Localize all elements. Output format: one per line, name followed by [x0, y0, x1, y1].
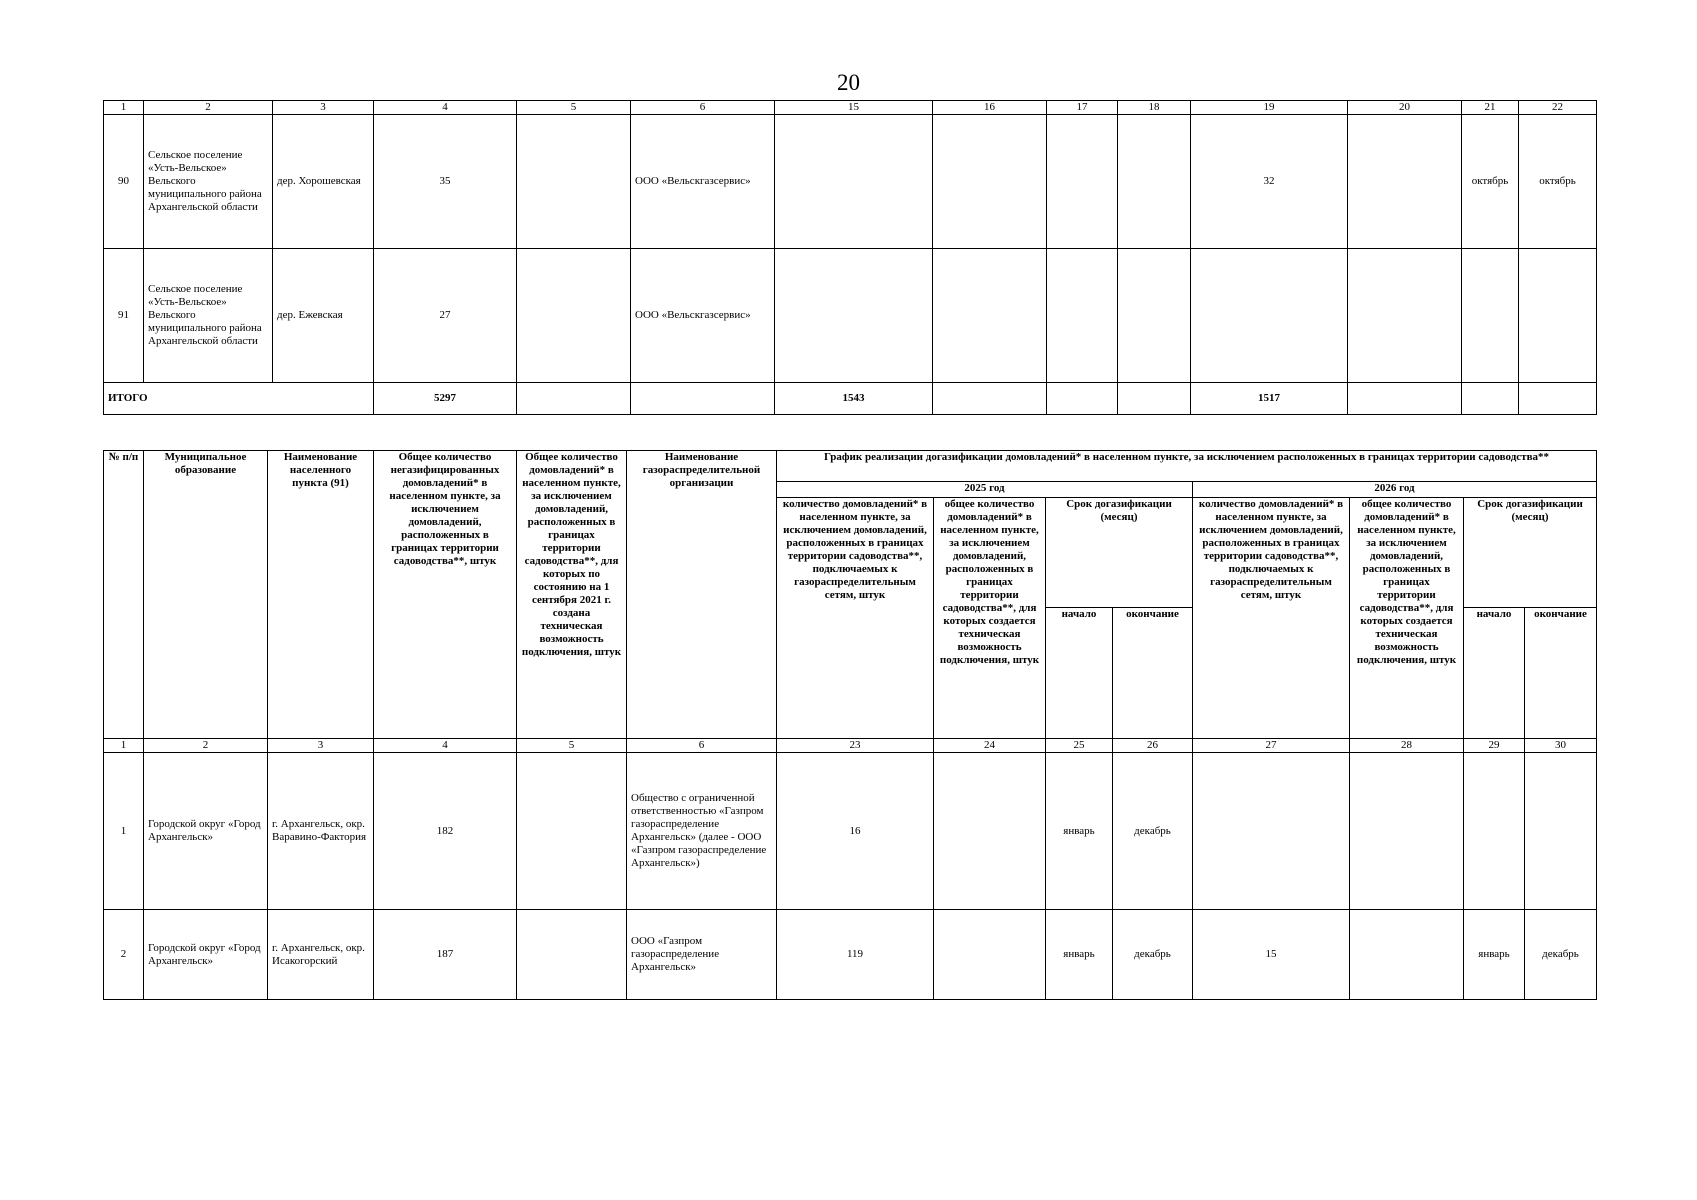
header-settlement: Наименование населенного пункта (91) [268, 451, 374, 739]
col-number: 1 [104, 101, 144, 115]
header-start: начало [1046, 608, 1113, 739]
cell-20 [1348, 383, 1462, 415]
municipality-cell: Сельское поселение «Усть-Вельское» Вельского муниципального района Архангельской области [144, 115, 273, 249]
table-row [104, 249, 1597, 383]
top-table [103, 100, 1597, 415]
header-year-2025: 2025 год [777, 482, 1193, 498]
cell-15 [775, 249, 933, 383]
col-number: 27 [1193, 739, 1350, 753]
settlement-cell: г. Архангельск, окр. Варавино-Фактория [268, 753, 374, 910]
col-number: 1 [104, 739, 144, 753]
header-end: окончание [1525, 608, 1597, 739]
col-number: 15 [775, 101, 933, 115]
header-term: Срок догазификации (месяц) [1464, 498, 1597, 608]
cell-20 [1348, 249, 1462, 383]
total-label: ИТОГО [104, 383, 374, 415]
col-number: 24 [934, 739, 1046, 753]
header-term: Срок догазификации (месяц) [1046, 498, 1193, 608]
settlement-cell: дер. Хорошевская [273, 115, 374, 249]
cell-18 [1118, 383, 1191, 415]
header-start: начало [1464, 608, 1525, 739]
row-number: 1 [104, 753, 144, 910]
header-row [104, 451, 1597, 482]
cell-17 [1047, 383, 1118, 415]
col-number: 29 [1464, 739, 1525, 753]
cell-16 [933, 383, 1047, 415]
cell-5 [517, 910, 627, 1000]
total-cell: 35 [374, 115, 517, 249]
org-cell: ООО «Вельскгазсервис» [631, 249, 775, 383]
col-number: 2 [144, 739, 268, 753]
org-cell: Общество с ограниченной ответственностью «Газпром газораспределение Архангельск» (далее - ООО «Газпром газораспределение Архангельск») [627, 753, 777, 910]
table-row [104, 115, 1597, 249]
col-number: 6 [631, 101, 775, 115]
col-number: 25 [1046, 739, 1113, 753]
row-number: 90 [104, 115, 144, 249]
cell-21 [1462, 249, 1519, 383]
col-number: 19 [1191, 101, 1348, 115]
cell-5 [517, 115, 631, 249]
cell-29: январь [1464, 910, 1525, 1000]
cell-27: 15 [1193, 910, 1350, 1000]
cell-27 [1193, 753, 1350, 910]
col-number: 21 [1462, 101, 1519, 115]
cell-23: 119 [777, 910, 934, 1000]
page-number: 20 [837, 70, 860, 95]
cell-29 [1464, 753, 1525, 910]
cell-25: январь [1046, 910, 1113, 1000]
cell-21 [1462, 383, 1519, 415]
col-number: 5 [517, 739, 627, 753]
cell-19 [1191, 249, 1348, 383]
settlement-cell: дер. Ежевская [273, 249, 374, 383]
header-org: Наименование газораспределительной организации [627, 451, 777, 739]
total-cell: 27 [374, 249, 517, 383]
header-num: № п/п [104, 451, 144, 739]
cell-5 [517, 383, 631, 415]
header-schedule: График реализации догазификации домовладений* в населенном пункте, за исключением расположенных в границах территории садоводства** [777, 451, 1597, 482]
col-number: 28 [1350, 739, 1464, 753]
total-cell: 187 [374, 910, 517, 1000]
cell-18 [1118, 249, 1191, 383]
column-number-row [104, 101, 1597, 115]
org-cell: ООО «Газпром газораспределение Архангельск» [627, 910, 777, 1000]
municipality-cell: Городской округ «Город Архангельск» [144, 910, 268, 1000]
cell-24 [934, 753, 1046, 910]
cell-26: декабрь [1113, 753, 1193, 910]
cell-5 [517, 753, 627, 910]
header-created: общее количество домовладений* в населенном пункте, за исключением домовладений, расположенных в границах территории садоводства**, для которых создается техническая возможность подключения, штук [934, 498, 1046, 739]
municipality-cell: Городской округ «Город Архангельск» [144, 753, 268, 910]
row-number: 91 [104, 249, 144, 383]
cell-28 [1350, 753, 1464, 910]
total-cell: 182 [374, 753, 517, 910]
cell-22 [1519, 383, 1597, 415]
col-number: 18 [1118, 101, 1191, 115]
cell-20 [1348, 115, 1462, 249]
cell-22: октябрь [1519, 115, 1597, 249]
total-value-4: 5297 [374, 383, 517, 415]
cell-15 [775, 115, 933, 249]
col-number: 17 [1047, 101, 1118, 115]
cell-28 [1350, 910, 1464, 1000]
col-number: 4 [374, 101, 517, 115]
header-possible: Общее количество домовладений* в населенном пункте, за исключением домовладений, расположенных в границах территории садоводства**, для которых по состоянию на 1 сентября 2021 г. создана техническая возможность подключения, штук [517, 451, 627, 739]
cell-22 [1519, 249, 1597, 383]
cell-30: декабрь [1525, 910, 1597, 1000]
cell-30 [1525, 753, 1597, 910]
col-number: 22 [1519, 101, 1597, 115]
col-number: 6 [627, 739, 777, 753]
col-number: 4 [374, 739, 517, 753]
cell-18 [1118, 115, 1191, 249]
cell-6 [631, 383, 775, 415]
cell-25: январь [1046, 753, 1113, 910]
table-row [104, 910, 1597, 1000]
header-municipality: Муниципальное образование [144, 451, 268, 739]
col-number: 23 [777, 739, 934, 753]
col-number: 5 [517, 101, 631, 115]
cell-23: 16 [777, 753, 934, 910]
cell-21: октябрь [1462, 115, 1519, 249]
total-row [104, 383, 1597, 415]
table-row [104, 753, 1597, 910]
cell-26: декабрь [1113, 910, 1193, 1000]
header-connected: количество домовладений* в населенном пункте, за исключением домовладений, расположенных в границах территории садоводства**, подключаемых к газораспределительным сетям, штук [1193, 498, 1350, 739]
bottom-table [103, 450, 1597, 1000]
settlement-cell: г. Архангельск, окр. Исакогорский [268, 910, 374, 1000]
col-number: 3 [273, 101, 374, 115]
total-value-19: 1517 [1191, 383, 1348, 415]
total-value-15: 1543 [775, 383, 933, 415]
municipality-cell: Сельское поселение «Усть-Вельское» Вельского муниципального района Архангельской области [144, 249, 273, 383]
header-created: общее количество домовладений* в населенном пункте, за исключением домовладений, расположенных в границах территории садоводства**, для которых создается техническая возможность подключения, штук [1350, 498, 1464, 739]
cell-17 [1047, 115, 1118, 249]
cell-16 [933, 115, 1047, 249]
col-number: 16 [933, 101, 1047, 115]
col-number: 30 [1525, 739, 1597, 753]
row-number: 2 [104, 910, 144, 1000]
cell-19: 32 [1191, 115, 1348, 249]
col-number: 20 [1348, 101, 1462, 115]
col-number: 2 [144, 101, 273, 115]
cell-24 [934, 910, 1046, 1000]
header-year-2026: 2026 год [1193, 482, 1597, 498]
header-connected: количество домовладений* в населенном пункте, за исключением домовладений, расположенных в границах территории садоводства**, подключаемых к газораспределительным сетям, штук [777, 498, 934, 739]
column-number-row [104, 739, 1597, 753]
col-number: 26 [1113, 739, 1193, 753]
col-number: 3 [268, 739, 374, 753]
cell-5 [517, 249, 631, 383]
header-end: окончание [1113, 608, 1193, 739]
org-cell: ООО «Вельскгазсервис» [631, 115, 775, 249]
cell-17 [1047, 249, 1118, 383]
cell-16 [933, 249, 1047, 383]
header-total: Общее количество негазифицированных домовладений* в населенном пункте, за исключением домовладений, расположенных в границах территории садоводства**, штук [374, 451, 517, 739]
